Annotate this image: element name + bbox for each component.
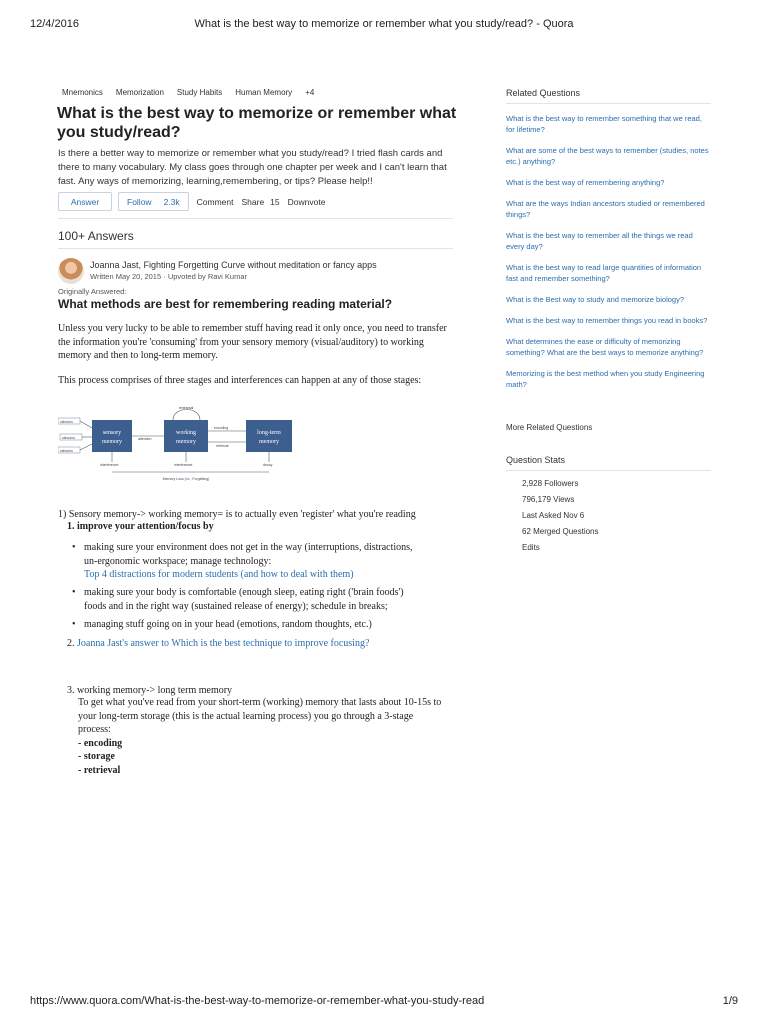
print-page-number: 1/9 [722,995,738,1007]
bullet-text: making sure your body is comfortable (enough sleep, eating right ('brain foods') foods and in the right way (sustained release of energy); schedule in breaks; [84,587,404,612]
working-label: memory [176,439,196,445]
answer-label: Answer [70,196,100,207]
encoding-label: encoding [214,426,229,430]
sensory-memory-box [92,420,132,452]
attention-label: attention [138,437,152,441]
question-details: Is there a better way to memorize or remember what you study/read? I tried flash cards and there to many vocabulary. My class goes through one chapter per week and I can't learn that fast. Any ways of memorizing, learning,remembering, or tips? Please help!! [58,148,447,187]
related-questions-list [506,113,711,400]
topic-more[interactable]: +4 [305,88,315,97]
related-question-link[interactable]: Memorizing is the best method when you study Engineering math? [506,369,705,389]
long-term-label: long-term [257,430,281,436]
working-label: working [176,430,196,436]
sensory-label: sensory [102,430,122,436]
step-number: 2. [67,638,75,649]
originally-answered-label: Originally Answered: [58,287,127,296]
answer-paragraph: Unless you very lucky to be able to remember stuff having read it only once, you need to transfer the information you're 'consuming' from your sensory memory (visual/auditory) to working memory and then to long-term memory. [58,323,447,361]
bullet-item [84,618,414,632]
stage-encoding: - encoding [78,737,123,749]
related-question-link[interactable]: What is the Best way to study and memorize biology? [506,295,685,304]
related-question-link[interactable]: What are some of the best ways to remember (studies, notes etc.) anything? [506,146,709,166]
stage-storage: - storage [78,751,115,762]
topic-memorization[interactable]: Memorization [115,88,164,97]
bullet-text: managing stuff going on in your head (emotions, random thoughts, etc.) [84,619,372,630]
long-term-label: memory [259,439,279,445]
answer-step-heading: 1. improve your attention/focus by [67,521,214,532]
author-avatar[interactable] [58,258,84,284]
bullet-item [84,541,414,582]
interference-label: interference [100,463,119,467]
follow-count: 2.3k [163,196,180,207]
sensory-label: memory [102,439,122,445]
related-question-link[interactable]: What determines the ease or difficulty of memorizing something? What are the best ways to memorize anything? [506,337,704,357]
bullet-text: making sure your environment does not get in the way (interruptions, distractions, un-ergonomic workspace; manage technology: [84,542,413,567]
topic-human-memory[interactable]: Human Memory [235,88,293,97]
answer-step-3-body [78,696,448,777]
stat-last-asked: Last Asked Nov 6 [522,511,585,520]
downvote-button[interactable]: Downvote [287,196,326,207]
stimulus-label: stimulus [60,420,73,424]
stimulus-label: stimulus [62,436,75,440]
question-title[interactable]: What is the best way to memorize or remember what you study/read? [57,105,457,141]
print-url: https://www.quora.com/What-is-the-best-way-to-memorize-or-remember-what-you-study-read [30,995,485,1007]
follow-label: Follow [127,196,152,207]
related-question-link[interactable]: What is the best way to remember all the things we read every day? [506,231,693,251]
related-question-link[interactable]: What are the ways Indian ancestors studied or remembered things? [506,199,705,219]
print-date: 12/4/2016 [30,18,79,30]
share-button[interactable]: Share [241,196,265,207]
divider [58,218,453,219]
arrow [80,421,92,428]
divider [58,248,453,249]
decay-label: decay [263,463,273,467]
related-question-link[interactable]: What is the best way to remember something that we read, for lifetime? [506,114,702,134]
stat-merged-questions[interactable]: 62 Merged Questions [522,527,599,536]
follow-button[interactable] [118,192,189,211]
rehearsal-label: rehearsal [178,406,194,410]
divider [506,470,711,471]
print-title: What is the best way to memorize or remember what you study/read? - Quora [194,18,574,30]
long-term-memory-box [246,420,292,452]
related-questions-heading: Related Questions [506,88,581,98]
bullet-item [84,586,414,613]
stat-views: 796,179 Views [522,495,575,504]
more-related-questions-link[interactable]: More Related Questions [506,423,593,432]
retrieval-label: retrieval [216,444,229,448]
answer-step-2 [67,637,369,651]
question-stats-heading: Question Stats [506,455,566,465]
stat-followers[interactable]: 2,928 Followers [522,479,579,488]
answers-count: 100+ Answers [58,229,134,243]
share-count: 15 [270,196,280,207]
answer-step-3: 3. working memory-> long term memory [67,685,233,696]
comment-button[interactable]: Comment [196,196,234,207]
memory-model-diagram [58,402,293,486]
rehearsal-loop [173,410,200,421]
topic-list [62,88,314,97]
related-question-link[interactable]: What is the best way to read large quantities of information fast and remember something? [506,263,702,283]
stage-retrieval: - retrieval [78,764,121,776]
topic-study-habits[interactable]: Study Habits [176,88,223,97]
question-actions [58,192,333,211]
related-question-link[interactable]: What is the best way to remember things you read in books? [506,316,708,325]
answer-step-text: 1) Sensory memory-> working memory= is to actually even 'register' what you're reading [58,509,416,520]
divider [506,103,711,104]
focusing-answer-link[interactable]: Joanna Jast's answer to Which is the best technique to improve focusing? [77,638,370,649]
answer-button[interactable] [58,192,112,211]
related-question-link[interactable]: What is the best way of remembering anything? [506,178,665,187]
diagram-caption: Memory Loss (i.e., Forgetting) [162,477,210,481]
stimulus-label: stimulus [60,449,73,453]
answer-meta: Written May 20, 2015 · Upvoted by Ravi Kumar [90,272,248,281]
author-credential[interactable]: Joanna Jast, Fighting Forgetting Curve without meditation or fancy apps [90,260,377,270]
step-3-text: To get what you've read from your short-term (working) memory that lasts about 10-15s to your long-term storage (this is the actual learning process) you go through a 3-stage process: [78,697,442,735]
topic-mnemonics[interactable]: Mnemonics [62,88,103,97]
original-question-title[interactable]: What methods are best for remembering reading material? [58,297,393,311]
arrow [80,444,92,450]
interference-label: interference [174,463,193,467]
working-memory-box [164,420,208,452]
stat-edits[interactable]: Edits [522,543,540,552]
answer-paragraph: This process comprises of three stages and interferences can happen at any of those stages: [58,375,422,386]
distractions-link[interactable]: Top 4 distractions for modern students (and how to deal with them) [84,569,354,580]
